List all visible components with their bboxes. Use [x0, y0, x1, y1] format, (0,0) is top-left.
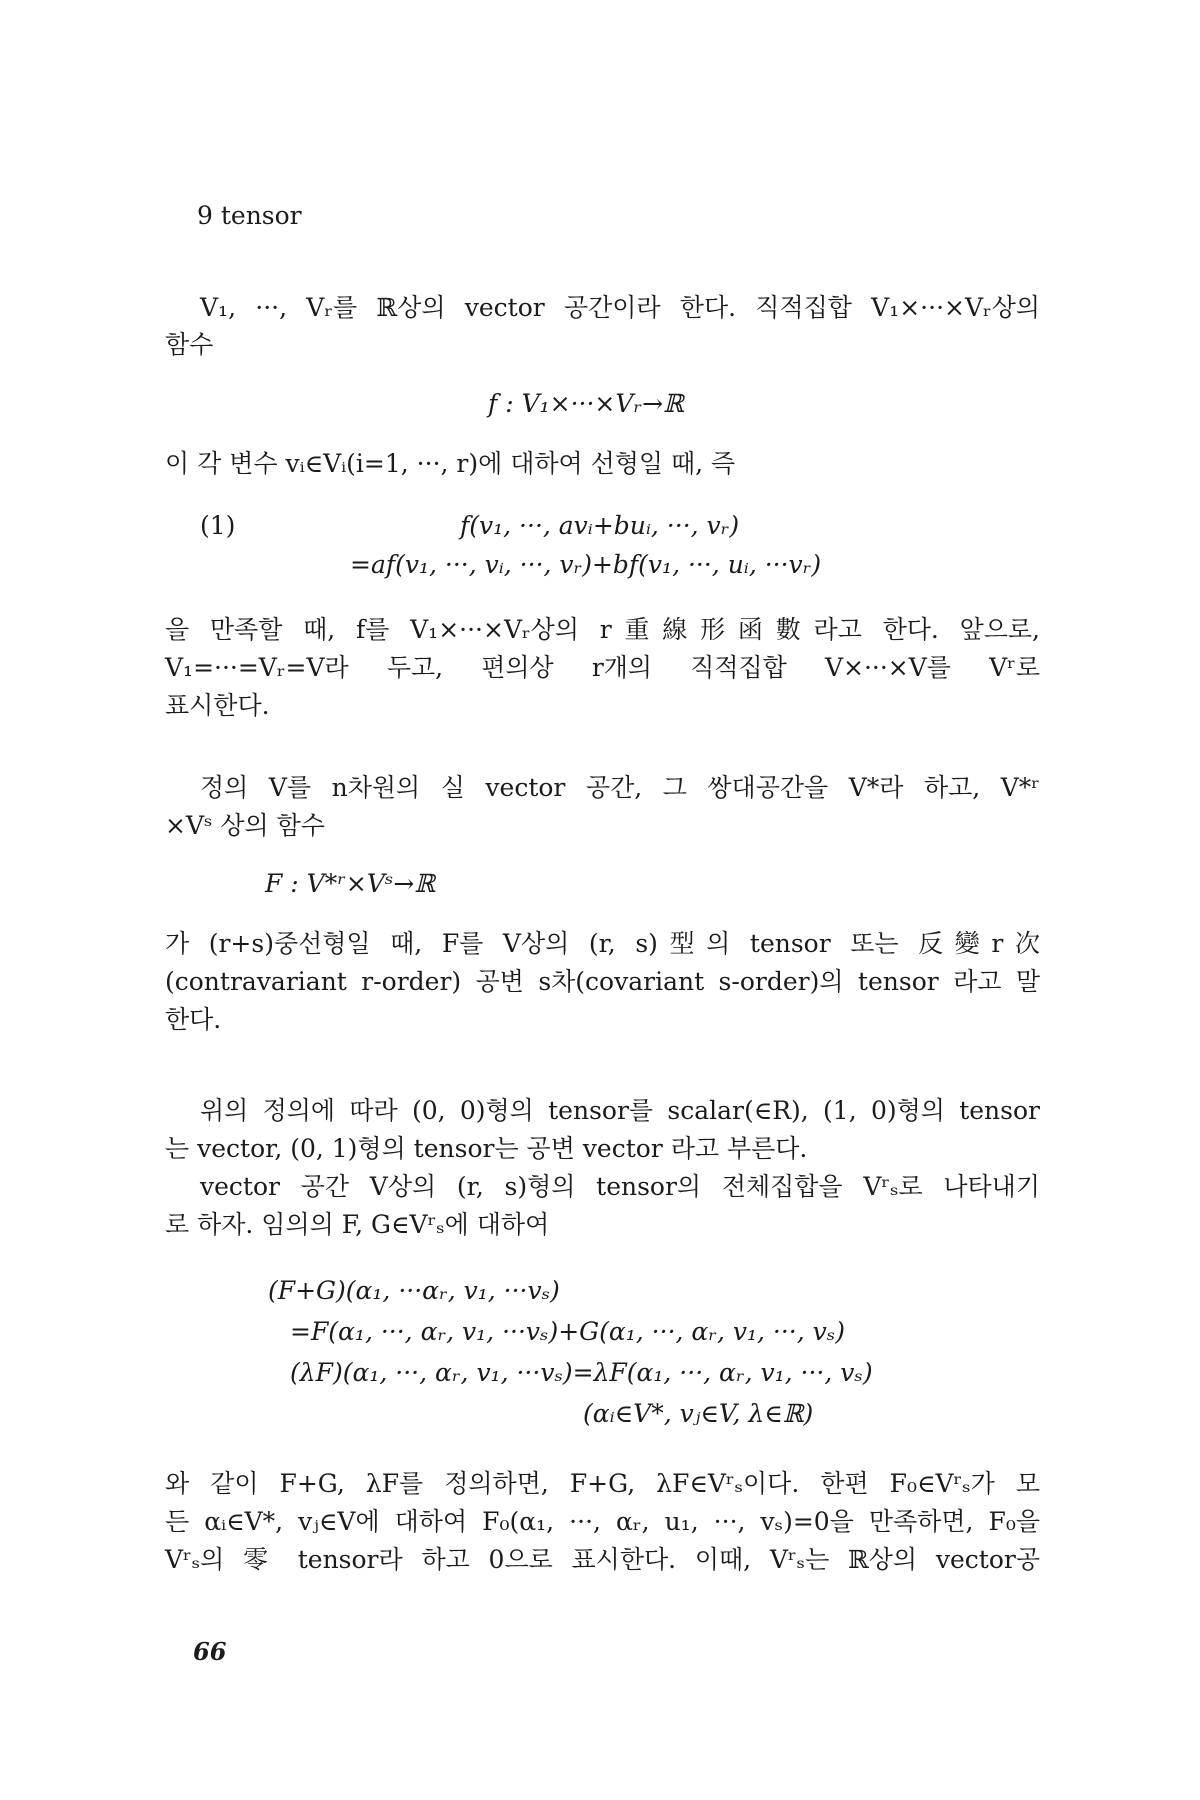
paragraph-3-line-3: 표시한다. [165, 691, 270, 720]
paragraph-4-line-4: 로 하자. 임의의 F, G∈Vʳₛ에 대하여 [165, 1210, 550, 1239]
definition-line-4: (contravariant r-order) 공변 s차(covariant s-order)의 tensor 라고 말 [165, 967, 1040, 996]
equations-2-line-3: (λF)(α₁, ···, αᵣ, v₁, ···vₛ)=λF(α₁, ···, αᵣ, v₁, ···, vₛ) [290, 1358, 873, 1387]
definition-equation: F : V*ʳ×Vˢ→ℝ [265, 869, 436, 898]
paragraph-5-line-3: Vʳₛ의 零 tensor라 하고 0으로 표시한다. 이때, Vʳₛ는 ℝ상의 vector공 [165, 1545, 1040, 1574]
paragraph-5-line-2: 든 αᵢ∈V*, vⱼ∈V에 대하여 F₀(α₁, ···, αᵣ, u₁, ···, vₛ)=0을 만족하면, F₀을 [165, 1507, 1040, 1536]
definition-line-1: 정의 V를 n차원의 실 vector 공간, 그 쌍대공간을 V*라 하고, V*ʳ [200, 773, 1040, 802]
definition-line-3: 가 (r+s)중선형일 때, F를 V상의 (r, s)型의 tensor 또는 反變r次 [165, 929, 1040, 958]
paragraph-2-line-1: 이 각 변수 vᵢ∈Vᵢ(i=1, ···, r)에 대하여 선형일 때, 즉 [165, 449, 736, 478]
paragraph-5-line-1: 와 같이 F+G, λF를 정의하면, F+G, λF∈Vʳₛ이다. 한편 F₀∈Vʳₛ가 모 [165, 1469, 1040, 1498]
running-header: 9 tensor [197, 201, 302, 230]
paragraph-3-line-2: V₁=···=Vᵣ=V라 두고, 편의상 r개의 직적집합 V×···×V를 Vʳ로 [165, 653, 1040, 682]
equation-f: f : V₁×···×Vᵣ→ℝ [488, 389, 684, 418]
equations-2-line-1: (F+G)(α₁, ···αᵣ, v₁, ···vₛ) [268, 1276, 560, 1305]
paragraph-1-line-2: 함수 [165, 330, 214, 359]
paragraph-3-line-1: 을 만족할 때, f를 V₁×···×Vᵣ상의 r重線形函數라고 한다. 앞으로, [165, 615, 1040, 644]
equations-2-line-2: =F(α₁, ···, αᵣ, v₁, ···vₛ)+G(α₁, ···, αᵣ, v₁, ···, vₛ) [290, 1317, 845, 1346]
page-number: 66 [193, 1637, 227, 1666]
definition-line-2: ×Vˢ 상의 함수 [165, 811, 325, 840]
paragraph-4-line-2: 는 vector, (0, 1)형의 tensor는 공변 vector 라고 부른다. [165, 1134, 808, 1163]
equation-1-number: (1) [200, 511, 236, 540]
paragraph-4-line-3: vector 공간 V상의 (r, s)형의 tensor의 전체집합을 Vʳₛ로 나타내기 [200, 1172, 1040, 1201]
paragraph-1-line-1: V₁, ···, Vᵣ를 ℝ상의 vector 공간이라 한다. 직적집합 V₁×···×Vᵣ상의 [200, 293, 1040, 322]
equation-1-line-1: f(v₁, ···, avᵢ+buᵢ, ···, vᵣ) [460, 511, 740, 540]
definition-line-5: 한다. [165, 1005, 222, 1034]
equation-1-line-2: =af(v₁, ···, vᵢ, ···, vᵣ)+bf(v₁, ···, uᵢ, ···vᵣ) [350, 550, 822, 579]
equations-2-line-4: (αᵢ∈V*, vⱼ∈V, λ∈ℝ) [583, 1399, 814, 1428]
paragraph-4-line-1: 위의 정의에 따라 (0, 0)형의 tensor를 scalar(∈R), (1, 0)형의 tensor [200, 1096, 1040, 1125]
